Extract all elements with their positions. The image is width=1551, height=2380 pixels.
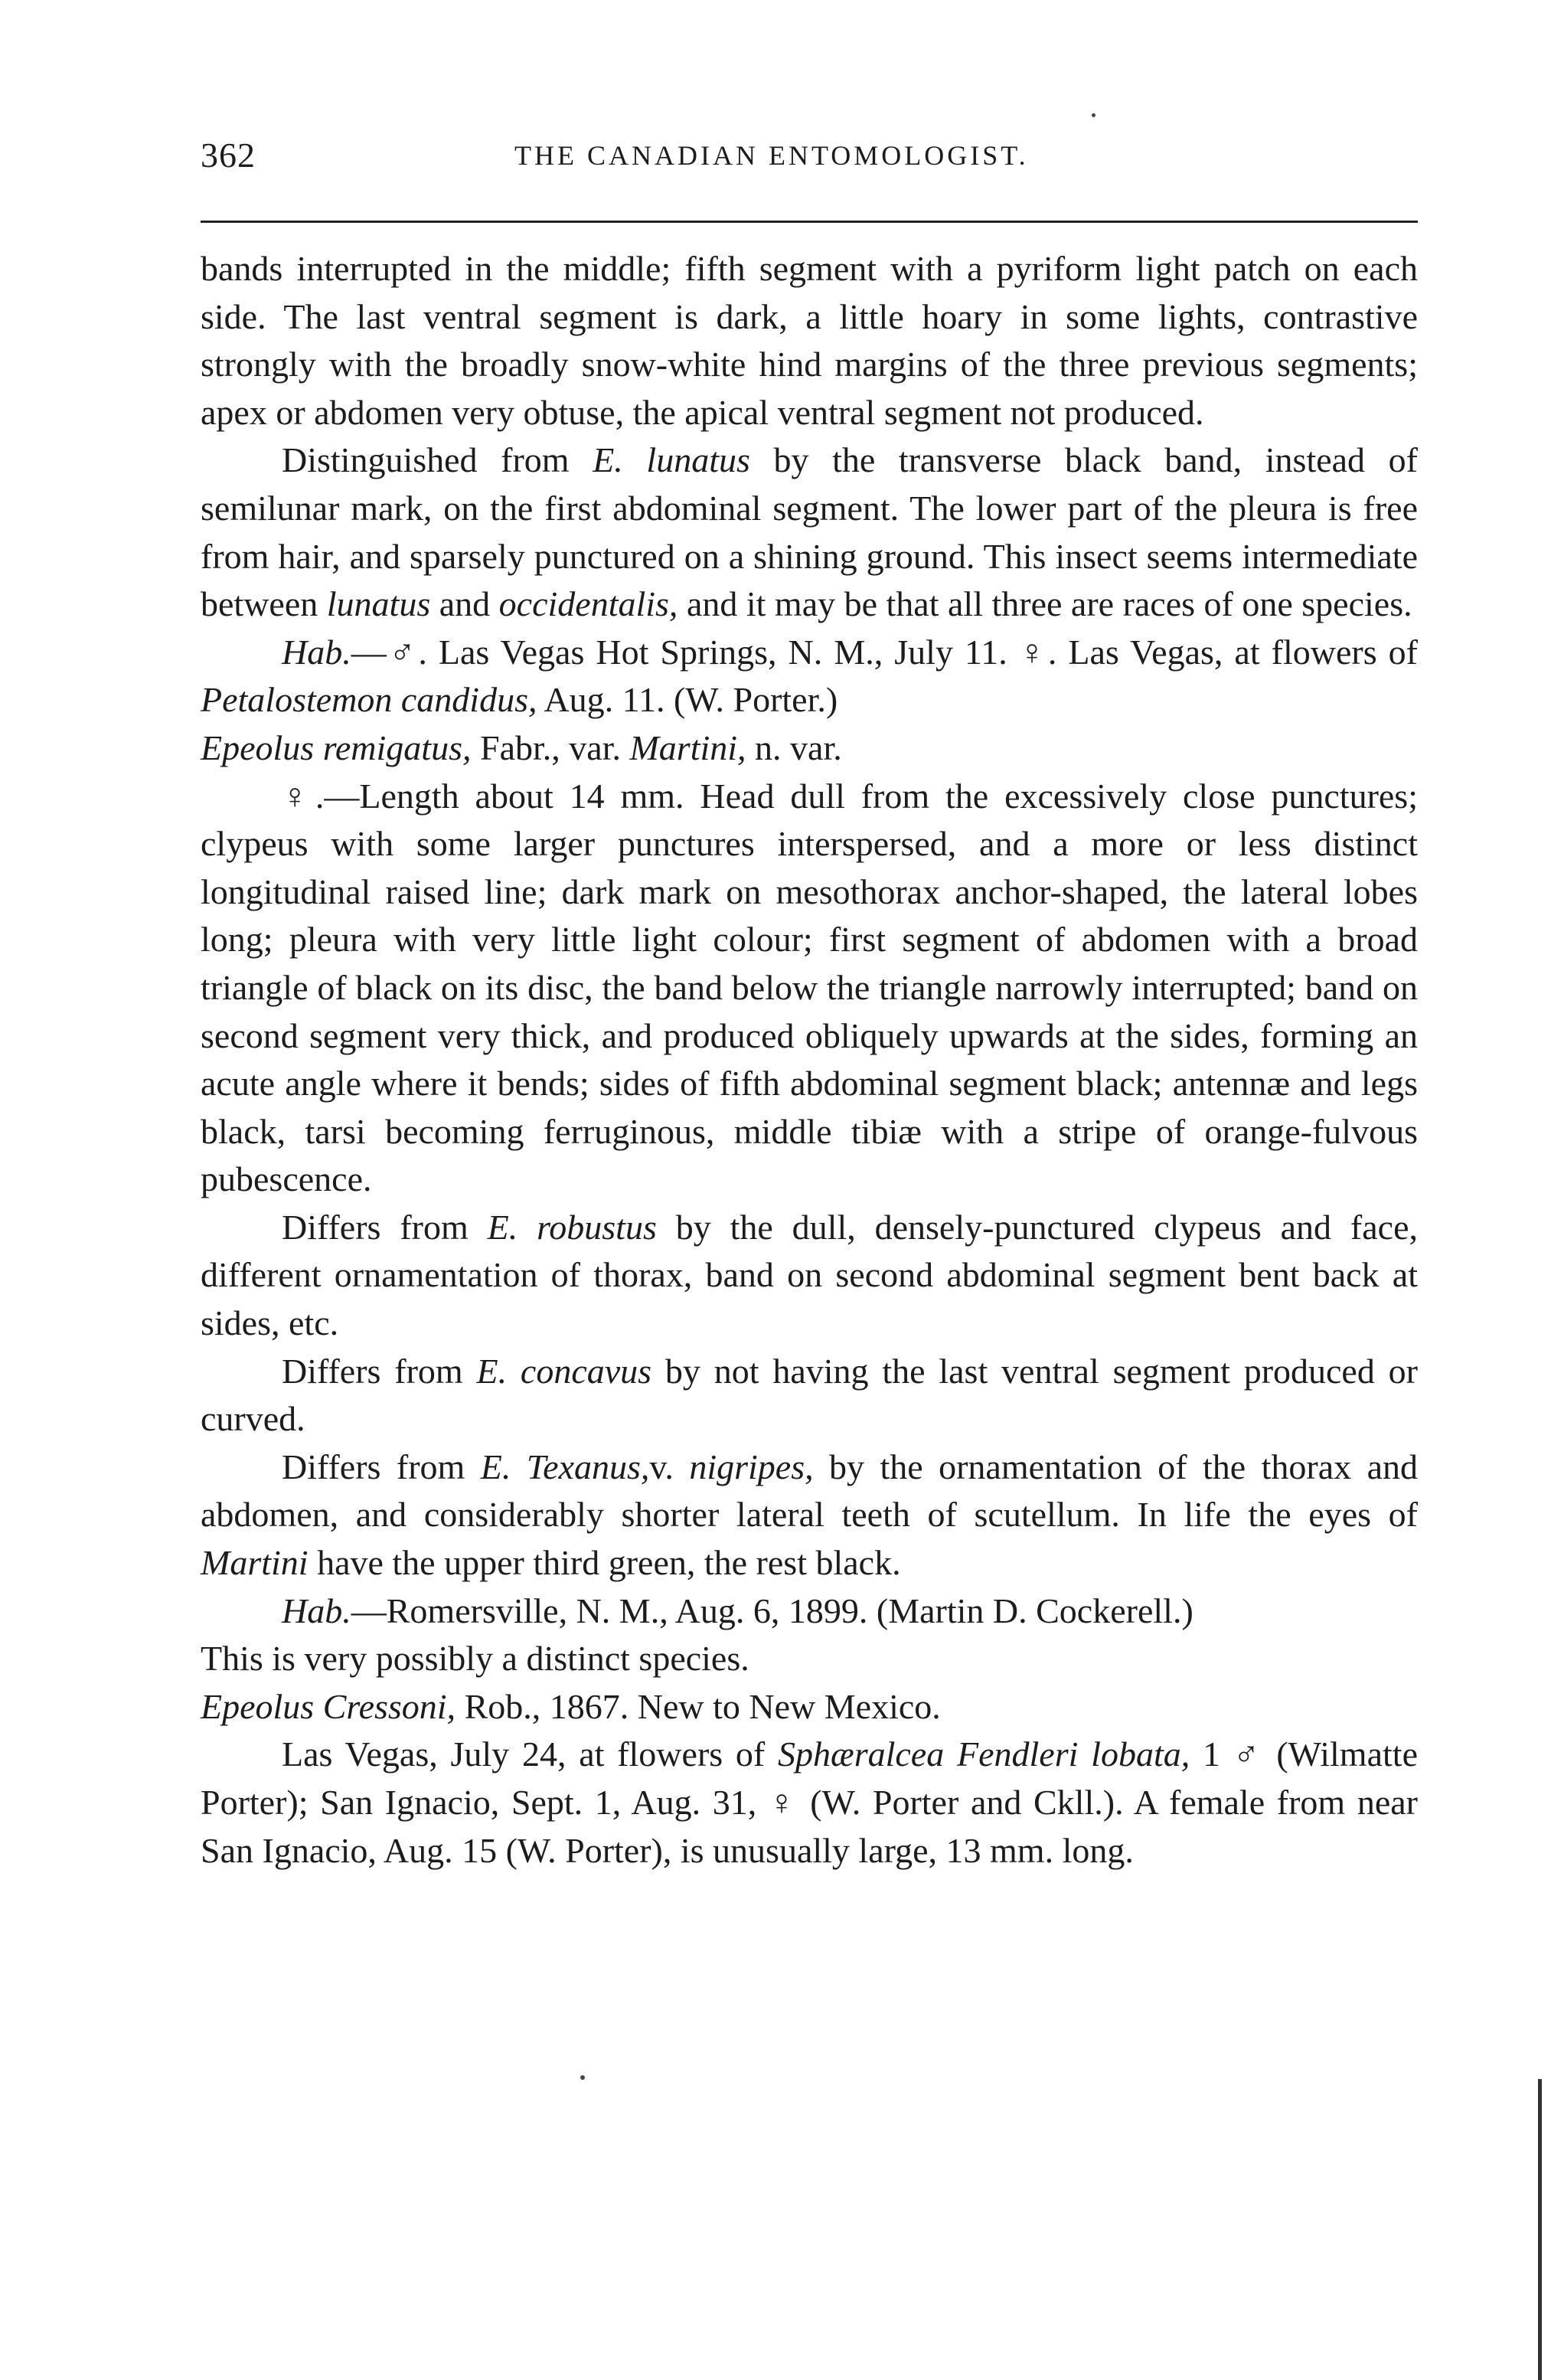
page-header xyxy=(201,135,1418,181)
paragraph-differs-texanus xyxy=(201,1443,1418,1587)
text-run: v. xyxy=(649,1447,690,1486)
species-name: occidentalis, xyxy=(498,584,678,624)
species-name: E. robustus xyxy=(487,1207,657,1247)
paragraph-differs-concavus xyxy=(201,1348,1418,1443)
hab-label: Hab. xyxy=(282,1590,351,1630)
text-run: n. var. xyxy=(746,727,842,767)
text-run: Rob., 1867. New to New Mexico. xyxy=(456,1686,941,1726)
text-run: have the upper third green, the rest black. xyxy=(308,1543,901,1583)
header-rule xyxy=(201,221,1418,223)
text-run: Fabr., var. xyxy=(471,727,630,767)
paragraph-habitat-2 xyxy=(201,1587,1418,1636)
text-run: Differs from xyxy=(282,1351,477,1391)
text-run: by the transverse black band, instead of semilunar mark, on the first abdominal segment. The lower part of the pleura is free from hair, and sparsely punctured on a shining ground. This insect seems intermediate between xyxy=(201,440,1418,624)
species-heading-cressoni xyxy=(201,1683,1418,1731)
text-run: Differs from xyxy=(282,1207,488,1247)
variety-name: Martini, xyxy=(629,727,746,767)
paragraph-differs-robustus xyxy=(201,1204,1418,1348)
variety-name: Martini xyxy=(201,1543,309,1583)
species-name: E. Texanus, xyxy=(480,1447,650,1486)
text-run: by the ornamentation of the thorax and abdomen, and considerably shorter lateral teeth of scutellum. In life the eyes of xyxy=(201,1447,1418,1535)
text-run: —Romersville, N. M., Aug. 6, 1899. (Martin D. Cockerell.) xyxy=(351,1590,1193,1630)
paragraph-las-vegas xyxy=(201,1731,1418,1875)
page-number: 362 xyxy=(201,136,256,175)
text-run: 1 ♂ (Wilmatte Porter); San Ignacio, Sept. 1, Aug. 31, ♀ (W. Porter and Ckll.). A female from near San Ignacio, Aug. 15 (W. Porter), is unusually large, 13 mm. long. xyxy=(201,1734,1418,1870)
running-title: THE CANADIAN ENTOMOLOGIST. xyxy=(514,140,1029,171)
text-run: by not having the last ventral segment produced or curved. xyxy=(201,1351,1418,1439)
text-run: by the dull, densely-punctured clypeus and face, different ornamentation of thorax, band on second abdominal segment bent back at sides, etc. xyxy=(201,1207,1418,1343)
species-name: Epeolus remigatus, xyxy=(201,727,472,767)
variety-name: nigripes, xyxy=(689,1447,814,1486)
paragraph-text: bands interrupted in the middle; fifth segment with a pyriform light patch on each side. The last ventral segment is dark, a little hoary in some lights, contrastive strongly with the broadly snow-white hind margins of the three previous segments; apex or abdomen very obtuse, the apical ventral segment not produced. xyxy=(201,249,1418,432)
text-run: Aug. 11. (W. Porter.) xyxy=(537,680,838,720)
species-name: E. concavus xyxy=(476,1351,652,1391)
species-name: E. lunatus xyxy=(593,440,750,480)
text-run: Distinguished from xyxy=(282,440,593,480)
text-run: Las Vegas, July 24, at flowers of xyxy=(282,1734,779,1774)
paragraph-distinguished xyxy=(201,436,1418,628)
body-text xyxy=(201,245,1418,1875)
species-heading-remigatus xyxy=(201,724,1418,773)
text-run: Differs from xyxy=(282,1447,481,1486)
plant-name: Petalostemon candidus, xyxy=(201,680,537,720)
paragraph-description xyxy=(201,773,1418,1204)
text-run: —♂. Las Vegas Hot Springs, N. M., July 11. ♀. Las Vegas, at flowers of xyxy=(351,632,1418,672)
scan-speck xyxy=(1092,113,1095,117)
text-run: This is very possibly a distinct species. xyxy=(201,1639,749,1679)
plant-name: Sphæralcea Fendleri lobata, xyxy=(778,1734,1190,1774)
scan-speck xyxy=(580,2075,585,2080)
scan-binding-edge xyxy=(1538,2079,1542,2380)
species-name: Epeolus Cressoni, xyxy=(201,1686,456,1726)
paragraph-possibly-distinct xyxy=(201,1635,1418,1683)
paragraph-habitat-1 xyxy=(201,629,1418,724)
species-name: lunatus xyxy=(326,584,431,624)
paragraph-continuation xyxy=(201,245,1418,436)
paragraph-text: ♀.—Length about 14 mm. Head dull from the excessively close punctures; clypeus with some larger punctures interspersed, and a more or less distinct longitudinal raised line; dark mark on mesothorax anchor-shaped, the lateral lobes long; pleura with very little light colour; first segment of abdomen with a broad triangle of black on its disc, the band below the triangle narrowly interrupted; band on second segment very thick, and produced obliquely upwards at the sides, forming an acute angle where it bends; sides of fifth abdominal segment black; antennæ and legs black, tarsi becoming ferruginous, middle tibiæ with a stripe of orange-fulvous pubescence. xyxy=(201,776,1418,1199)
text-run: and it may be that all three are races of one species. xyxy=(678,584,1412,624)
text-run: and xyxy=(430,584,499,624)
hab-label: Hab. xyxy=(282,632,351,672)
